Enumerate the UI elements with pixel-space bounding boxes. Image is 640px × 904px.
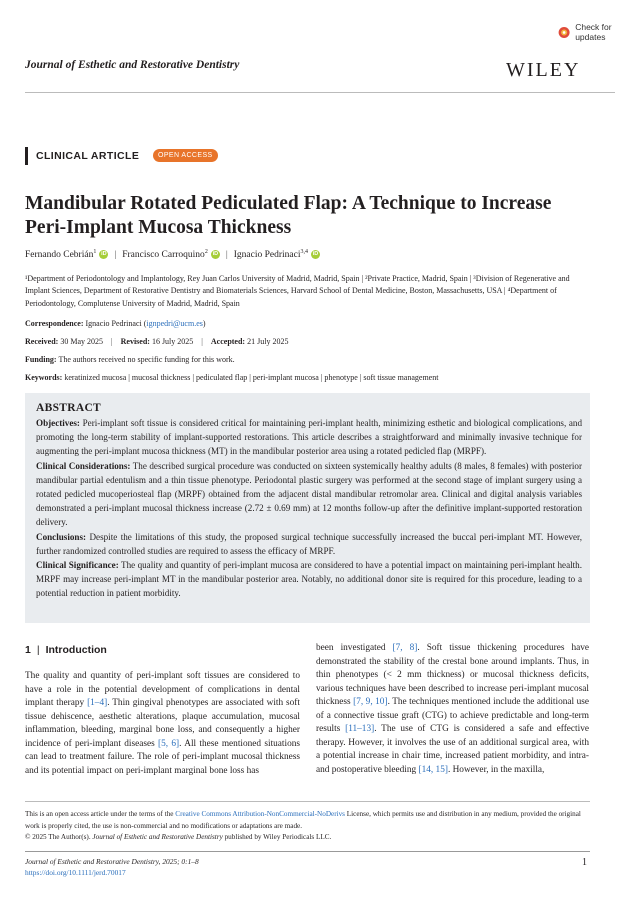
author-name[interactable]: Francisco Carroquino$^2$ — [122, 249, 208, 261]
author-list — [25, 249, 320, 260]
funding: Funding: The authors received no specific funding for this work. — [25, 355, 235, 364]
abstract-heading: ABSTRACT — [36, 402, 102, 414]
keywords: Keywords: keratinized mucosa | mucosal thickness | pediculated flap | peri-implant mucosa | phenotype | soft tissue management — [25, 373, 439, 382]
affiliations: ¹Department of Periodontology and Implantology, Rey Juan Carlos University of Madrid, Madrid, Spain | ²Private Practice, Madrid, Spain | ³Division of Regenerative and Implant Sciences, Department of Restorative Dentistry and Biomaterials Sciences, Harvard School of Dental Medicine, Boston, Massachusetts, USA | ⁴Department of Periodontology, Complutense University of Madrid, Madrid, Spain — [25, 274, 570, 308]
abstract-clinical-considerations: Clinical Considerations: The described surgical procedure was conducted on sixteen systemically healthy adults (8 males, 8 females) with posterior mandibular partial edentulism and a thin tissue phenotype. Periodontal plastic surgery was performed at the second stage of implant surgery using a rotated pedicled mucoperiosteal flap (MRPF) obtained from the adjacent distal mandibular retromolar area. Clinical and digital analysis variables demonstrated a peri-implant mucosal thickness increase (2.72 ± 0.69 mm) at 12 months follow-up after the definitive implant-supported restoration delivery. — [36, 460, 583, 528]
body-column-right: been investigated [7, 8]. Soft tissue thickening procedures have demonstrated the stability of the crestal bone around implants. Thus, in thin phenotypes (< 2 mm thickness) or mucosal thickness deficits, various techniques have been described to increase peri-implant mucosal thickness [7, 9, 10]. The techniques mentioned include the additional use of a connective tissue graft (CTG) to achieve predictable and long-term results [11–13]. The use of CTG is considered a safe and effective therapy. However, it involves the use of an additional surgical area, with a potential increase in chair time, increased patient morbidity, and intra- and postoperative bleeding [14, 15]. However, in the maxilla, — [316, 643, 590, 775]
doi-link[interactable]: https://doi.org/10.1111/jerd.70017 — [25, 868, 126, 877]
copyright-notice: © 2025 The Author(s). Journal of Esthetic and Restorative Dentistry published by Wiley Periodicals LLC. — [25, 833, 332, 841]
citation-link[interactable]: [5, 6] — [158, 738, 180, 749]
orcid-icon[interactable]: iD — [101, 251, 107, 258]
page-number: 1 — [582, 857, 587, 868]
author-separator: | — [225, 249, 228, 260]
article-title: Mandibular Rotated Pediculated Flap: A Technique to Increase Peri-Implant Mucosa Thickness — [25, 193, 552, 238]
check-for-updates-button[interactable] — [554, 24, 640, 40]
abstract-objectives: Objectives: Peri-implant soft tissue is considered critical for maintaining peri-implant health, minimizing esthetic and biological complications, and promoting the long-term stability of implant-supported restorations. This article describes a straightforward and minimally invasive technique for augmenting the peri-implant mucosa thickness (MT) in the mandibular posterior area using a rotated pedicled flap (MRPF). — [36, 418, 582, 457]
check-updates-icon — [558, 26, 570, 39]
article-type-marker — [25, 147, 28, 165]
license-link[interactable]: Creative Commons Attribution-NonCommercial-NoDerivs — [175, 810, 345, 818]
author-separator: | — [114, 249, 117, 260]
abstract-clinical-significance: Clinical Significance: The quality and quantity of peri-implant mucosa are considered to have a potential impact on maintaining peri-implant health. MRPF may increase peri-implant MT in the mandibular posterior area. Notably, no additional donor site is required for this procedure, leading to a potential reduction in patient morbidity. — [36, 560, 583, 599]
citation-line: Journal of Esthetic and Restorative Dentistry, 2025; 0:1–8 — [25, 857, 199, 866]
author-name[interactable]: Fernando Cebrián$^1$ — [25, 249, 97, 261]
citation-link[interactable]: [1–4] — [87, 698, 108, 708]
abstract-body — [36, 416, 582, 601]
orcid-icon[interactable]: iD — [312, 251, 319, 258]
section-heading: 1 | Introduction — [25, 644, 107, 656]
article-dates: Received: 30 May 2025 | Revised: 16 July 2025 | Accepted: 21 July 2025 — [25, 337, 289, 346]
citation-link[interactable]: [7, 9, 10] — [353, 697, 388, 707]
check-for-updates-label: Check for updates — [575, 22, 612, 42]
article-type: CLINICAL ARTICLE — [36, 150, 140, 162]
publisher-logo: WILEY — [506, 59, 581, 81]
page-footer-divider — [25, 851, 590, 852]
citation-link[interactable]: [7, 8] — [392, 643, 418, 653]
header-divider — [25, 92, 615, 93]
footer-divider — [25, 801, 590, 802]
orcid-icon[interactable]: iD — [212, 251, 219, 258]
journal-name: Journal of Esthetic and Restorative Dentistry — [25, 59, 240, 71]
citation-link[interactable]: [14, 15] — [418, 764, 448, 775]
body-column-left: The quality and quantity of peri-implant soft tissues are considered to have a role in the potential development of complications in dental implant therapy [1–4]. Thin gingival phenotypes are associated with soft tissue dehiscence, aesthetic alterations, plaque accumulation, mucosal inflammation, bleeding, marginal bone loss, and consequently a higher incidence of peri-implant diseases [5, 6]. All these mentioned situations can lead to treatment failure. The role of peri-implant mucosal thickness and its potential impact on peri-implant marginal bone loss has — [25, 671, 301, 776]
citation-link[interactable]: [11–13] — [345, 724, 375, 734]
open-access-badge: OPEN ACCESS — [153, 149, 218, 162]
license-notice: This is an open access article under the terms of the Creative Commons Attribution-NonCommercial-NoDerivs License, which permits use and distribution in any medium, provided the original work is properly cited, the use is non-commercial and no modifications or adaptations are made. — [25, 810, 581, 830]
correspondence-email-link[interactable]: ignpedri@ucm.es — [146, 319, 203, 328]
abstract-conclusions: Conclusions: Despite the limitations of this study, the proposed surgical technique successfully increased the buccal peri-implant MT. However, further randomized controlled studies are required to assess the efficacy of MRPF. — [36, 531, 582, 556]
correspondence: Correspondence: Ignacio Pedrinaci (ignpedri@ucm.es) — [25, 319, 206, 328]
author-name[interactable]: Ignacio Pedrinaci$^{3,4}$ — [233, 249, 308, 261]
